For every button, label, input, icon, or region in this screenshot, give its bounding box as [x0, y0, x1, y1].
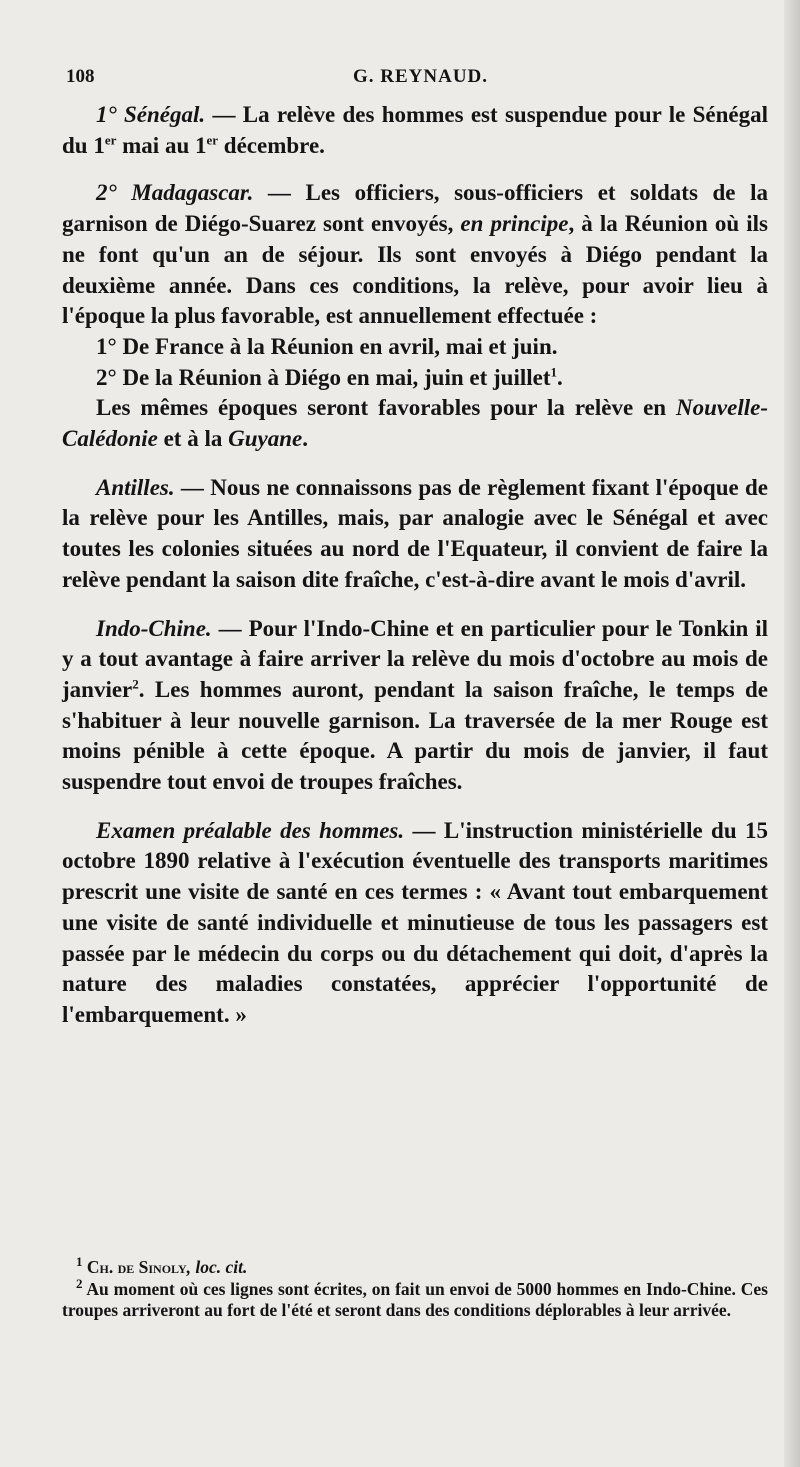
footnotes [62, 1254, 768, 1322]
running-title: G. REYNAUD. [353, 66, 489, 87]
body-text [62, 100, 768, 1031]
paragraph-indochine: Indo-Chine. — Pour l'Indo-Chine et en particulier pour le Tonkin il y a tout avantage à faire arriver la relève du mois d'octobre au mois de janvier$^2$. Les hommes auront, pendant la saison fraîche, le temps de s'habituer à leur nouvelle garnison. La traversée de la mer Rouge est moins pénible à cette époque. A partir du mois de janvier, il faut suspendre tout envoi de troupes fraîches. [62, 615, 768, 795]
footnote-ref-1: 1 [550, 363, 557, 379]
paragraph-madagascar: 2° Madagascar. — Les officiers, sous-officiers et soldats de la garnison de Diégo-Suarez sont envoyés, en principe, à la Réunion où ils ne font qu'un an de séjour. Ils sont envoyés à Diégo pendant la deuxième année. Dans ces conditions, la relève, pour avoir lieu à l'époque la plus favorable, est annuellement effectuée : [62, 180, 768, 329]
page-edge-shadow [784, 0, 800, 1467]
paragraph-senegal: 1° Sénégal. — La relève des hommes est suspendue pour le Sénégal du 1er mai au 1er décembre. [62, 102, 768, 158]
paragraph-antilles: Antilles. — Nous ne connaissons pas de règlement fixant l'époque de la relève pour les Antilles, mais, par analogie avec le Sénégal et avec toutes les colonies situées au nord de l'Equateur, il convient de faire la relève pendant la saison dite fraîche, c'est-à-dire avant le mois d'avril. [62, 474, 768, 592]
heading-antilles: Antilles. [96, 474, 175, 500]
footnote-ref-2: 2 [132, 676, 139, 692]
heading-indochine: Indo-Chine. [96, 615, 212, 641]
paragraph-nouvelle-caledonie: Les mêmes époques seront favorables pour la relève en Nouvelle-Calédonie et à la Guyane. [62, 395, 768, 452]
paragraph-examen: Examen préalable des hommes. — L'instruction ministérielle du 15 octobre 1890 relative à l'exécution éventuelle des transports maritimes prescrit une visite de santé en ces termes : « Avant tout embarquement une visite de santé individuelle et minutieuse de tous les passagers est passée par le médecin du corps ou du détachement qui doit, d'après la nature des maladies constatées, apprécier l'opportunité de l'embarquement. » [62, 817, 768, 1027]
list-item-2: 2° De la Réunion à Diégo en mai, juin et juillet$^1$. [96, 363, 563, 390]
heading-examen: Examen préalable des hommes. [96, 817, 405, 843]
list-item-1: 1° De France à la Réunion en avril, mai et juin. [96, 333, 558, 359]
footnote-1: $^1$ Ch. de Sinoly, loc. cit. [76, 1254, 248, 1277]
footnote-2: $^2$ Au moment où ces lignes sont écrites, on fait un envoi de 5000 hommes en Indo-Chine. Ces troupes arriveront au fort de l'été et seront dans des conditions déplorables à leur arrivée. [62, 1275, 768, 1320]
heading-senegal: 1° Sénégal. [96, 102, 206, 127]
page-number: 108 [66, 66, 95, 87]
heading-madagascar: 2° Madagascar. [96, 180, 254, 206]
page-header [66, 66, 766, 96]
